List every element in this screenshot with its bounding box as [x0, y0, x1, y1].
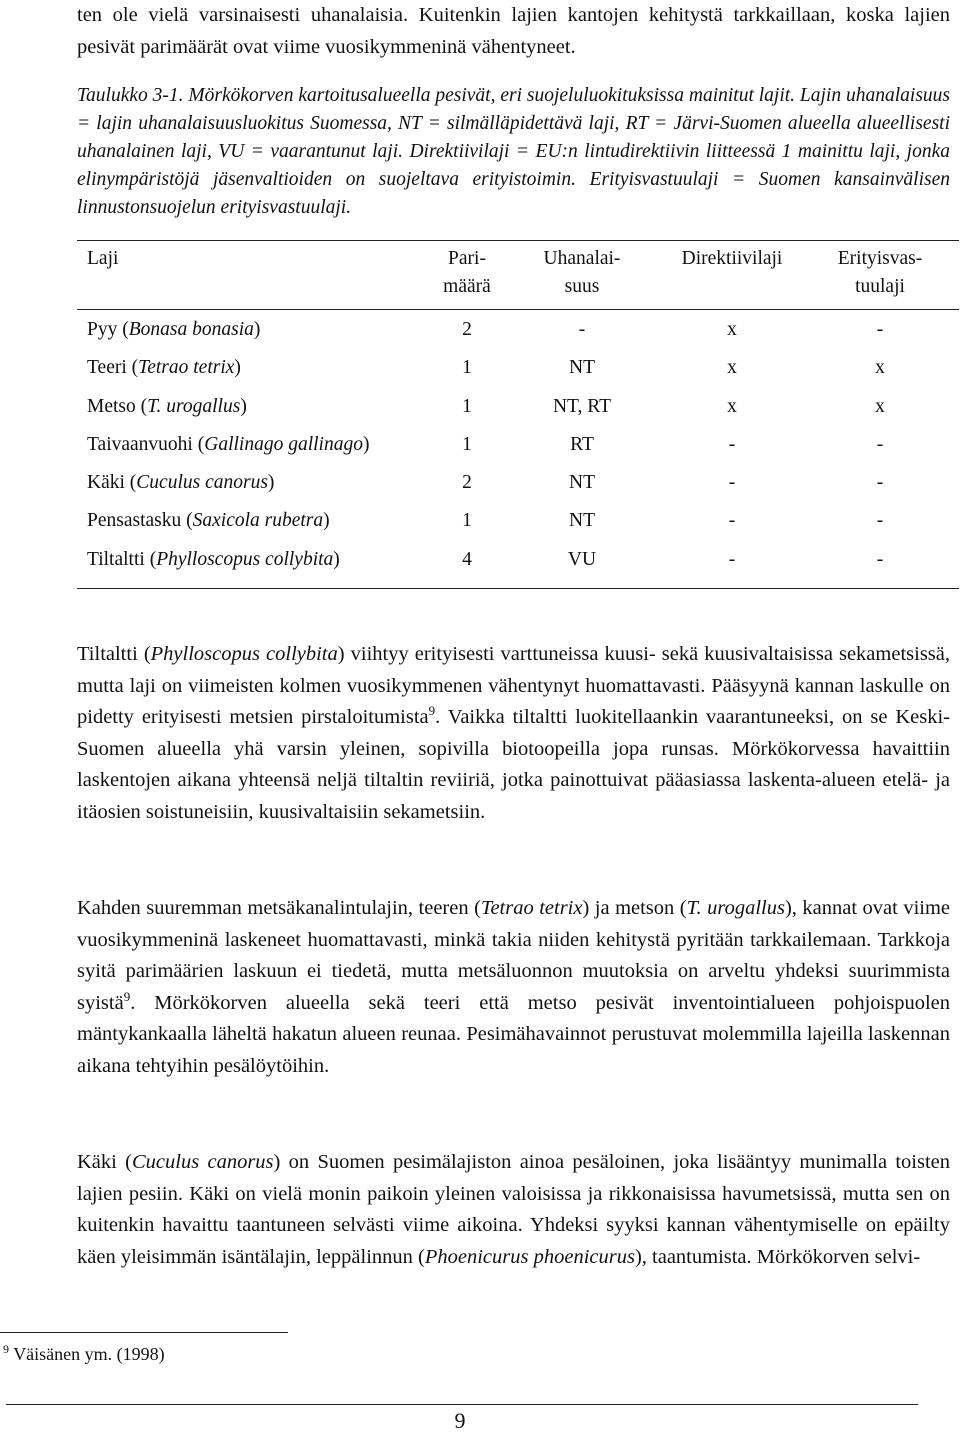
paragraph-grouse: Kahden suuremman metsäkanalintulajin, teeren (Tetrao tetrix) ja metson (T. urogallus), kannat ovat viime vuosikymmeninä laskeneet huomattavasti, minkä takia niiden kehitystä pyritään tarkkailemaan. Tarkkoja syitä parimäärien laskuun ei tiedetä, mutta metsäluonnon muutoksia on arveltu yhdeksi suurimmista syistä$^9$. Mörkökorven alueella sekä teeri että metso pesivät inventointialueen pohjoispuolen mäntykankaalla läheltä hakatun alueen reunaa. Pesimähavainnot perustuvat molemmilla lajeilla laskennan aikana tehtyihin pesälöytöihin.: [77, 897, 951, 1077]
header-status: Uhanalai- suus: [543, 248, 621, 297]
species-name: Pensastasku (Saxicola rubetra): [87, 510, 330, 532]
header-directive: Direktiivilaji: [681, 248, 783, 269]
page-number: 9: [454, 1408, 466, 1433]
directive-mark: x: [727, 395, 737, 417]
pair-count: 1: [462, 433, 472, 455]
species-name: Taivaanvuohi (Gallinago gallinago): [87, 433, 370, 455]
directive-mark: x: [727, 357, 737, 379]
table-row: [77, 425, 959, 463]
threat-status: NT: [569, 510, 595, 532]
threat-status: RT: [570, 433, 594, 455]
table-body: [77, 310, 959, 578]
table-bottom-rule: [77, 578, 959, 589]
directive-mark: x: [727, 319, 737, 340]
page-footer-rule: [6, 1404, 918, 1405]
threat-status: NT, RT: [552, 395, 612, 417]
table-row: [77, 387, 959, 425]
footnote-rule: [0, 1332, 288, 1333]
threat-status: NT: [569, 472, 595, 494]
species-name: Pyy (Bonasa bonasia): [87, 319, 261, 340]
footnote: $^9$ Väisänen ym. (1998): [3, 1342, 165, 1364]
responsibility-mark: -: [876, 319, 884, 340]
threat-status: -: [578, 319, 586, 340]
pair-count: 1: [462, 510, 472, 532]
pair-count: 2: [462, 319, 472, 340]
responsibility-mark: -: [876, 472, 884, 494]
responsibility-mark: x: [875, 395, 885, 417]
species-name: Tiltaltti (Phylloscopus collybita): [87, 548, 340, 570]
species-name: Teeri (Tetrao tetrix): [87, 357, 241, 379]
threat-status: NT: [569, 357, 595, 379]
pair-count: 1: [462, 357, 472, 379]
paragraph-cuckoo: Käki (Cuculus canorus) on Suomen pesimälajiston ainoa pesäloinen, joka lisääntyy munimalla toisten lajien pesiin. Käki on vielä monin paikoin yleinen valoisissa ja rikkonaisissa havumetsissä, mutta sen on kuitenkin havaittu taantuneen selvästi viime aikoina. Yhdeksi syyksi kannan vähentymiselle on epäilty käen yleisimmän isäntälajin, leppälinnun (Phoenicurus phoenicurus), taantumista. Mörkökorven selvi-: [77, 1151, 951, 1268]
table-row: [77, 310, 959, 348]
header-species: Laji: [87, 248, 119, 269]
pair-count: 1: [462, 395, 472, 417]
responsibility-mark: -: [876, 510, 884, 532]
responsibility-mark: x: [875, 357, 885, 379]
species-name: Metso (T. urogallus): [87, 395, 247, 417]
header-pairs: Pari- määrä: [443, 248, 491, 297]
pair-count: 4: [462, 548, 472, 570]
threat-status: VU: [567, 548, 597, 570]
table-row: [77, 501, 959, 539]
directive-mark: -: [728, 472, 736, 494]
table-row: [77, 463, 959, 501]
species-name: Käki (Cuculus canorus): [87, 472, 275, 494]
intro-paragraph: ten ole vielä varsinaisesti uhanalaisia. Kuitenkin lajien kantojen kehitystä tarkkaillaan, koska lajien pesivät parimäärät ovat viime vuosikymmeninä vähentyneet.: [77, 4, 950, 58]
pair-count: 2: [462, 472, 472, 494]
responsibility-mark: -: [876, 548, 884, 570]
table-caption: Taulukko 3-1. Mörkökorven kartoitusalueella pesivät, eri suojeluluokituksissa mainitut lajit. Lajin uhanalaisuus = lajin uhanalaisuusluokitus Suomessa, NT = silmälläpidettävä laji, RT = Järvi-Suomen alueella alueellisesti uhanalainen laji, VU = vaarantunut laji. Direktiivilaji = EU:n lintudirektiivin liitteessä 1 mainittu laji, jonka elinympäristöjä jäsenvaltioiden on suojeltava erityistoimin. Erityisvastuulaji = Suomen kansainvälisen linnustonsuojelun erityisvastuulaji.: [77, 85, 950, 218]
table-header: [77, 240, 959, 310]
table-row: [77, 348, 959, 386]
species-table: [77, 240, 959, 589]
header-responsibility: Erityisvas- tuulaji: [837, 248, 923, 297]
directive-mark: -: [728, 510, 736, 532]
table-row: [77, 540, 959, 578]
responsibility-mark: -: [876, 433, 884, 455]
directive-mark: -: [728, 433, 736, 455]
paragraph-tiltaltti: Tiltaltti (Phylloscopus collybita) viihtyy erityisesti varttuneissa kuusi- sekä kuusivaltaisissa sekametsissä, mutta laji on viimeisten kolmen vuosikymmenen vähentynyt huomattavasti. Pääsyynä kannan laskulle on pidetty erityisesti metsien pirstaloitumista$^9$. Vaikka tiltaltti luokitellaankin vaarantuneeksi, on se Keski-Suomen alueella yhä varsin yleinen, sopivilla biotoopeilla jopa runsas. Mörkökorvessa havaittiin laskentojen aikana yhteensä neljä tiltaltin reviiriä, jotka painottuivat pääasiassa laskenta-alueen etelä- ja itäosien soistuneisiin, kuusivaltaisiin sekametsiin.: [77, 643, 951, 823]
directive-mark: -: [728, 548, 736, 570]
